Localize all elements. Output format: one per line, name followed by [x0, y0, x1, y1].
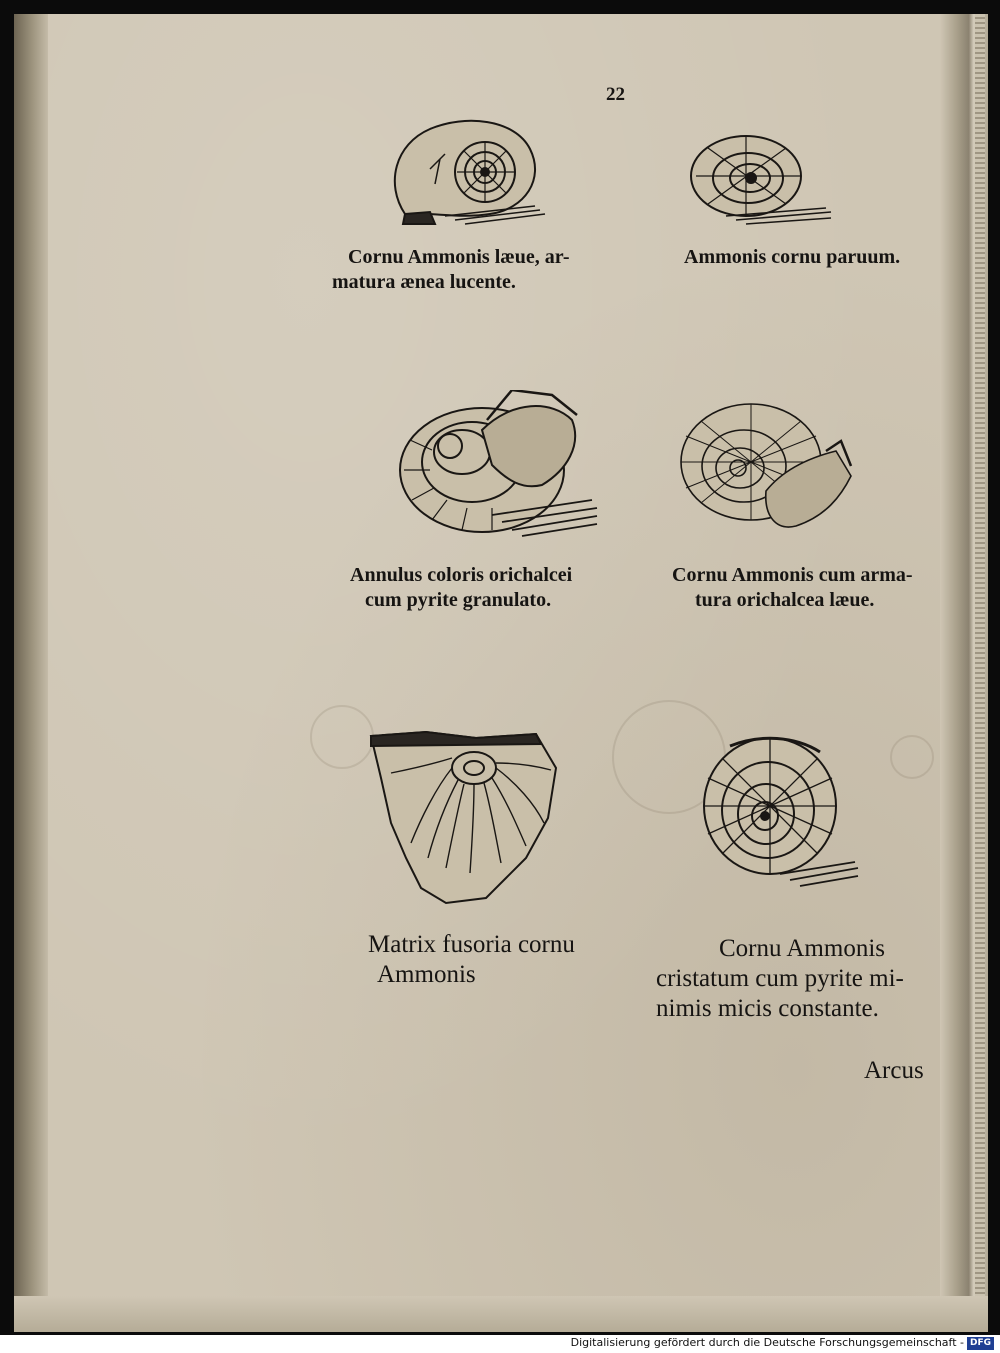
- ammonite-woodcut-4: [676, 396, 866, 542]
- caption-line: Annulus coloris orichalcei: [350, 564, 573, 586]
- ammonite-woodcut-2: [686, 128, 834, 228]
- caption-line: cum pyrite granulato.: [365, 589, 552, 611]
- caption-fig5: [368, 930, 575, 990]
- caption-line: Matrix fusoria cornu: [368, 931, 575, 958]
- caption-line: matura ænea lucente.: [332, 271, 516, 293]
- page-number: 22: [606, 84, 625, 105]
- caption-fig2: [684, 245, 900, 270]
- ammonite-woodcut-1: [385, 114, 555, 234]
- page-bottom-shadow: [14, 1296, 988, 1332]
- caption-line: tura orichalcea læue.: [695, 589, 875, 611]
- caption-line: Cornu Ammonis læue, ar-: [348, 246, 570, 268]
- caption-line: Ammonis: [377, 961, 476, 988]
- footer-credit-text: Digitalisierung gefördert durch die Deutsche Forschungsgemeinschaft -: [570, 1336, 964, 1349]
- ammonite-woodcut-6: [700, 734, 860, 888]
- page-gutter-left: [14, 14, 48, 1332]
- caption-fig4: [672, 563, 913, 613]
- caption-line: cristatum cum pyrite mi-: [656, 965, 904, 992]
- caption-fig3: [350, 563, 572, 613]
- page-leaf-edge: [975, 14, 985, 1332]
- caption-line: Cornu Ammonis: [719, 935, 885, 962]
- show-through-mark: [310, 705, 374, 769]
- digitization-footer: [0, 1335, 1000, 1353]
- ammonite-woodcut-5: [366, 728, 566, 906]
- caption-line: Cornu Ammonis cum arma-: [672, 564, 913, 586]
- caption-fig1: [332, 245, 570, 295]
- caption-line: nimis micis constante.: [656, 995, 879, 1022]
- ammonite-woodcut-3: [392, 390, 602, 540]
- catchword: Arcus: [864, 1057, 924, 1084]
- dfg-logo-icon: DFG: [967, 1337, 994, 1350]
- caption-line: Ammonis cornu paruum.: [684, 246, 901, 268]
- show-through-mark: [890, 735, 934, 779]
- caption-fig6: [656, 934, 904, 1024]
